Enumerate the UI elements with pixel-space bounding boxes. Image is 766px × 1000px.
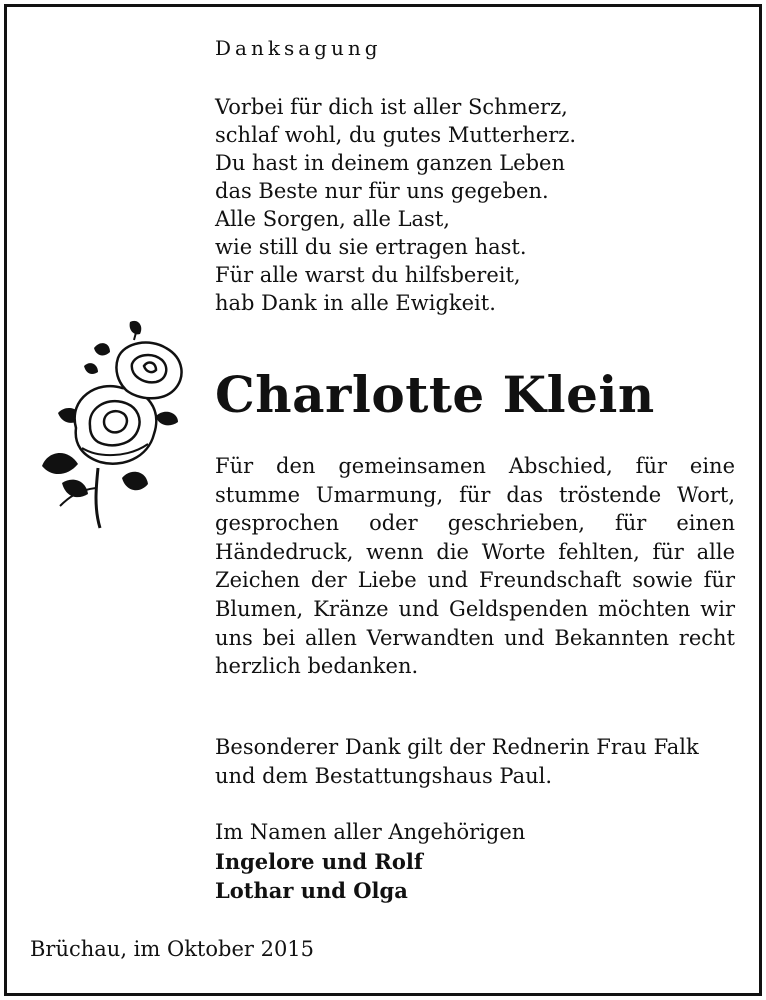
notice-heading: Danksagung [215, 36, 382, 60]
poem-line: hab Dank in alle Ewigkeit. [215, 291, 496, 315]
poem-line: Du hast in deinem ganzen Leben [215, 151, 565, 175]
poem-line: schlaf wohl, du gutes Mutterherz. [215, 123, 576, 147]
signoff-intro: Im Namen aller Angehörigen [215, 820, 526, 844]
poem-line: wie still du sie ertragen hast. [215, 235, 527, 259]
poem-line: Für alle warst du hilfsbereit, [215, 263, 521, 287]
thanks-paragraph: Für den gemeinsamen Abschied, für eine stumme Umarmung, für das tröstende Wort, gesprochen oder geschrieben, für einen Händedruck, wenn die Worte fehlten, für alle Zeichen der Liebe und Freundschaft sowie für Blumen, Kränze und Geldspenden möchten wir uns bei allen Verwandten und Bekannten recht herzlich bedanken. [215, 454, 735, 679]
deceased-name: Charlotte Klein [215, 365, 655, 424]
special-thanks: Besonderer Dank gilt der Rednerin Frau Falk und dem Bestattungshaus Paul. [215, 735, 699, 788]
rose-icon [38, 318, 190, 533]
signoff-block [215, 818, 525, 905]
memorial-poem [215, 93, 735, 317]
place-and-date: Brüchau, im Oktober 2015 [30, 937, 315, 961]
poem-line: Alle Sorgen, alle Last, [215, 207, 450, 231]
signatory-name: Lothar und Olga [215, 878, 408, 903]
poem-line: das Beste nur für uns gegeben. [215, 179, 549, 203]
poem-line: Vorbei für dich ist aller Schmerz, [215, 95, 568, 119]
signatory-name: Ingelore und Rolf [215, 849, 423, 874]
